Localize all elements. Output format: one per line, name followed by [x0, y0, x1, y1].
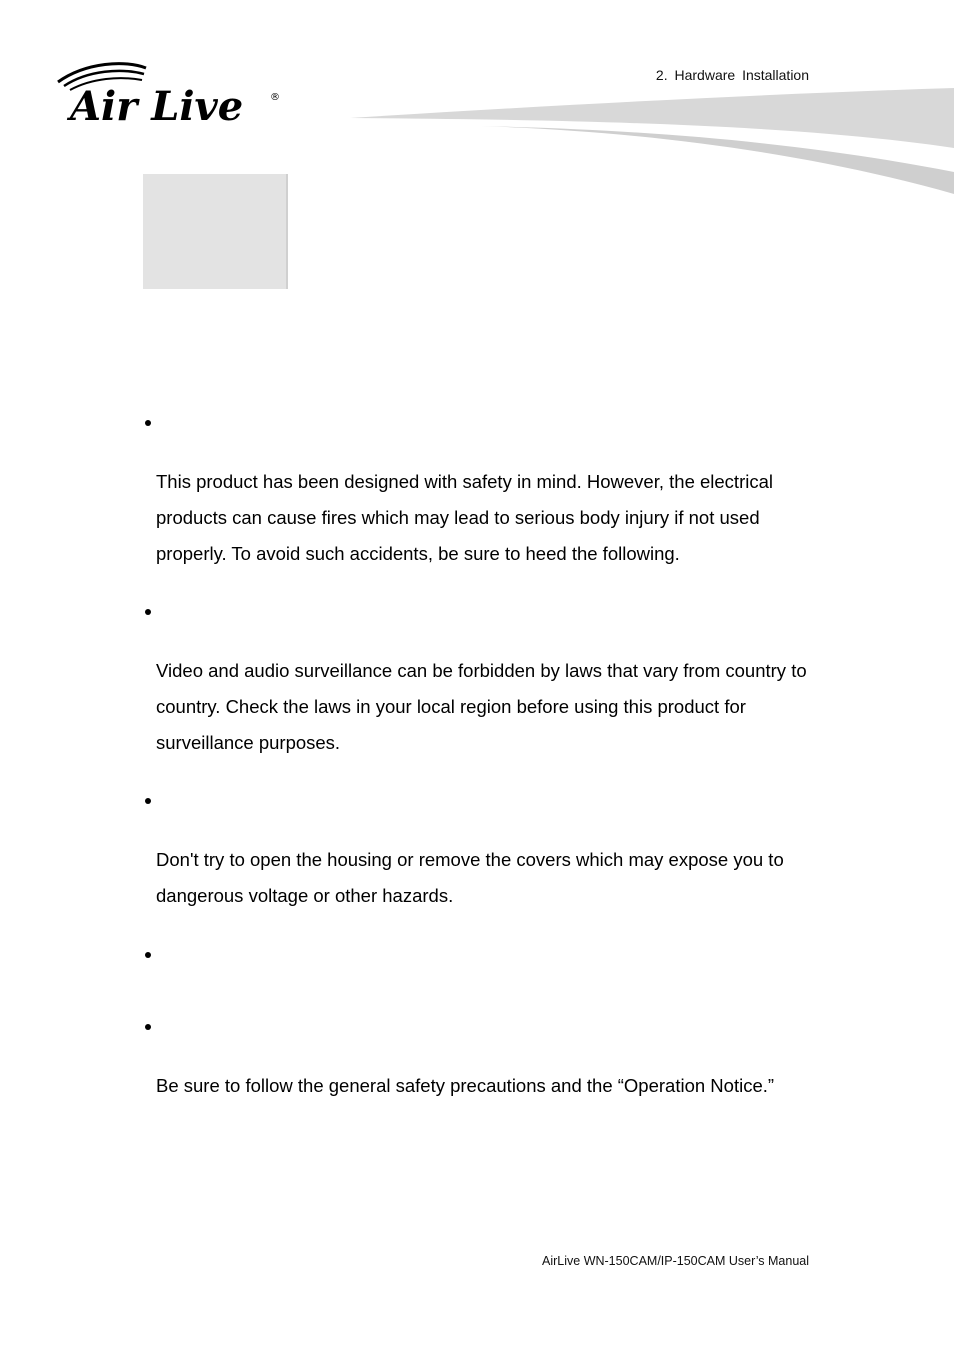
footer-manual-title: AirLive WN-150CAM/IP-150CAM User’s Manual [542, 1254, 809, 1268]
bullet-marker [143, 606, 155, 618]
airlive-logo [56, 60, 286, 130]
section-title: 2. Hardware Installation [655, 67, 809, 83]
paragraph-surveillance-laws: Video and audio surveillance can be forbidden by laws that vary from country to country. Check the laws in your local region before using this product for surveillance purposes. [156, 660, 807, 753]
bullet-marker [143, 949, 155, 961]
paragraph-safety-precautions: Be sure to follow the general safety precautions and the “Operation Notice.” [156, 1075, 775, 1096]
svg-text:®: ® [270, 92, 280, 103]
chapter-number-box [143, 174, 288, 289]
bullet-marker [143, 417, 155, 429]
bullet-marker [143, 1021, 155, 1033]
paragraph-housing-warning: Don't try to open the housing or remove the covers which may expose you to dangerous voltage or other hazards. [156, 849, 784, 906]
svg-text:Air Live: Air Live [70, 83, 244, 130]
header-swoosh [340, 80, 954, 200]
paragraph-safety-design: This product has been designed with safety in mind. However, the electrical products can cause fires which may lead to serious body injury if not used properly. To avoid such accidents, be sure to heed the following. [156, 471, 773, 564]
bullet-marker [143, 795, 155, 807]
